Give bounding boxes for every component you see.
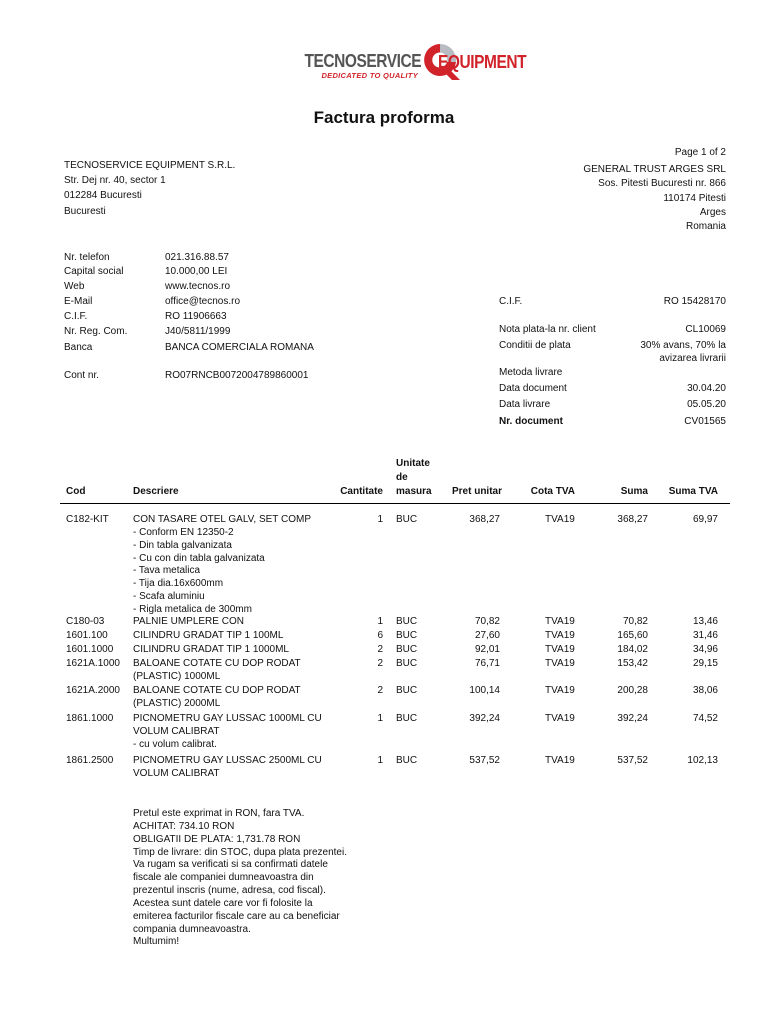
row-unit-price: 100,14 <box>469 685 500 696</box>
row-vat-rate: TVA19 <box>545 644 575 655</box>
row-quantity: 1 <box>377 713 383 724</box>
row-quantity: 1 <box>377 755 383 766</box>
page-number: Page 1 of 2 <box>674 147 726 158</box>
row-sum: 165,60 <box>617 630 648 641</box>
doc-date-label: Data document <box>499 383 567 394</box>
header-descriere: Descriere <box>133 486 179 497</box>
row-cod: 1601.100 <box>66 630 108 641</box>
row-vat: 102,13 <box>687 755 718 766</box>
logo-brand-right: EQUIPMENT <box>438 52 527 72</box>
note-line: prezentul inscris (nume, adresa, cod fiscal). <box>133 885 326 897</box>
row-description: - Conform EN 12350-2 <box>133 526 234 538</box>
row-description: VOLUM CALIBRAT <box>133 767 220 779</box>
row-quantity: 2 <box>377 644 383 655</box>
note-line: Pretul este exprimat in RON, fara TVA. <box>133 808 305 819</box>
row-description: - Din tabla galvanizata <box>133 539 232 551</box>
buyer-street: Sos. Pitesti Bucuresti nr. 866 <box>598 178 726 189</box>
row-unit: BUC <box>396 630 418 641</box>
row-unit: BUC <box>396 514 418 525</box>
row-vat: 69,97 <box>692 514 718 525</box>
header-cod: Cod <box>66 486 86 497</box>
payment-terms-value-2: avizarea livrarii <box>659 353 726 364</box>
row-cod: 1621A.2000 <box>66 685 120 696</box>
detail-label: Banca <box>64 342 93 353</box>
row-vat-rate: TVA19 <box>545 685 575 696</box>
row-vat: 34,96 <box>692 644 718 655</box>
row-unit: BUC <box>396 644 418 655</box>
detail-value: www.tecnos.ro <box>165 281 231 292</box>
logo-tagline: DEDICATED TO QUALITY <box>321 71 418 80</box>
row-description: (PLASTIC) 1000ML <box>133 670 221 682</box>
row-cod: 1601.1000 <box>66 644 114 655</box>
detail-label: Web <box>64 281 85 292</box>
delivery-date-value: 05.05.20 <box>687 399 726 410</box>
header-pret-unitar: Pret unitar <box>451 486 502 497</box>
row-sum: 392,24 <box>617 713 648 724</box>
buyer-county: Arges <box>699 207 726 218</box>
note-line: OBLIGATII DE PLATA: 1,731.78 RON <box>133 833 301 845</box>
row-quantity: 2 <box>377 685 383 696</box>
buyer-postal: 110174 Pitesti <box>663 193 726 204</box>
notes-block <box>133 808 347 949</box>
row-cod: 1861.1000 <box>66 713 114 724</box>
row-description: CILINDRU GRADAT TIP 1 100ML <box>133 630 284 641</box>
row-description: PICNOMETRU GAY LUSSAC 2500ML CU <box>133 755 322 766</box>
company-logo <box>286 40 526 84</box>
cif-value: RO 15428170 <box>663 296 726 307</box>
doc-number-label: Nr. document <box>499 416 563 427</box>
row-unit-price: 392,24 <box>469 713 500 724</box>
row-description: CON TASARE OTEL GALV, SET COMP <box>133 514 312 525</box>
document-title: Factura proforma <box>313 108 455 127</box>
row-description: - Cu con din tabla galvanizata <box>133 552 265 564</box>
row-unit-price: 537,52 <box>469 755 500 766</box>
detail-label: Capital social <box>64 266 124 277</box>
row-description: - Rigla metalica de 300mm <box>133 603 252 615</box>
cif-label: C.I.F. <box>499 296 523 307</box>
header-suma-tva: Suma TVA <box>668 486 718 497</box>
detail-value: RO07RNCB0072004789860001 <box>165 370 309 381</box>
row-cod: 1621A.1000 <box>66 658 120 669</box>
row-unit: BUC <box>396 685 418 696</box>
row-vat-rate: TVA19 <box>545 616 575 627</box>
row-vat: 13,46 <box>692 616 718 627</box>
row-quantity: 1 <box>377 514 383 525</box>
detail-label: Nr. Reg. Com. <box>64 326 128 337</box>
detail-value: 10.000,00 LEI <box>165 266 228 277</box>
header-cota-tva: Cota TVA <box>530 486 575 497</box>
detail-label: Cont nr. <box>64 370 100 381</box>
row-unit: BUC <box>396 713 418 724</box>
client-note-value: CL10069 <box>685 324 726 335</box>
note-line: Acestea sunt datele care vor fi folosite la <box>133 897 313 909</box>
row-vat-rate: TVA19 <box>545 514 575 525</box>
header-masura: masura <box>396 486 432 497</box>
note-line: fiscale ale companiei dumneavoastra din <box>133 872 314 884</box>
row-description: - Scafa aluminiu <box>133 591 205 603</box>
row-unit-price: 27,60 <box>474 630 500 641</box>
detail-label: Nr. telefon <box>64 252 110 263</box>
seller-postal: 012284 Bucuresti <box>64 190 142 201</box>
detail-value: BANCA COMERCIALA ROMANA <box>165 342 314 353</box>
detail-value: office@tecnos.ro <box>165 296 241 307</box>
note-line: Multumim! <box>133 936 180 948</box>
row-cod: C180-03 <box>66 616 105 627</box>
row-unit: BUC <box>396 755 418 766</box>
row-description: BALOANE COTATE CU DOP RODAT <box>133 658 301 669</box>
row-quantity: 6 <box>377 630 383 641</box>
row-unit: BUC <box>396 616 418 627</box>
row-sum: 537,52 <box>617 755 648 766</box>
logo-brand-left: TECNOSERVICE <box>304 51 422 71</box>
header-cantitate: Cantitate <box>340 486 383 497</box>
seller-name: TECNOSERVICE EQUIPMENT S.R.L. <box>64 160 236 171</box>
payment-terms-value: 30% avans, 70% la <box>640 340 726 351</box>
row-vat: 31,46 <box>692 630 718 641</box>
delivery-date-label: Data livrare <box>499 399 551 410</box>
row-vat-rate: TVA19 <box>545 755 575 766</box>
row-unit-price: 92,01 <box>474 644 500 655</box>
doc-number-value: CV01565 <box>684 416 726 427</box>
seller-street: Str. Dej nr. 40, sector 1 <box>64 175 166 186</box>
buyer-country: Romania <box>685 221 726 232</box>
row-vat: 38,06 <box>692 685 718 696</box>
detail-label: E-Mail <box>64 296 93 307</box>
header-de: de <box>396 472 408 483</box>
client-note-label: Nota plata-la nr. client <box>499 324 596 335</box>
detail-value: RO 11906663 <box>165 311 227 322</box>
row-description: VOLUM CALIBRAT <box>133 725 220 737</box>
logo-left-text <box>286 51 422 80</box>
row-quantity: 2 <box>377 658 383 669</box>
row-sum: 153,42 <box>617 658 648 669</box>
row-vat: 29,15 <box>692 658 718 669</box>
row-description: PALNIE UMPLERE CON <box>133 616 244 627</box>
row-unit-price: 76,71 <box>474 658 500 669</box>
row-description: - cu volum calibrat. <box>133 738 217 750</box>
header-suma: Suma <box>620 486 648 497</box>
row-vat-rate: TVA19 <box>545 630 575 641</box>
row-unit-price: 368,27 <box>469 514 500 525</box>
row-vat-rate: TVA19 <box>545 658 575 669</box>
seller-city: Bucuresti <box>64 206 106 217</box>
note-line: emiterea facturilor fiscale care au ca beneficiar <box>133 910 340 922</box>
note-line: Va rugam sa verificati si sa confirmati datele <box>133 859 328 871</box>
detail-label: C.I.F. <box>64 311 88 322</box>
row-sum: 184,02 <box>617 644 648 655</box>
row-sum: 70,82 <box>622 616 648 627</box>
note-line: ACHITAT: 734.10 RON <box>133 820 235 832</box>
note-line: compania dumneavoastra. <box>133 923 251 935</box>
row-vat-rate: TVA19 <box>545 713 575 724</box>
row-unit: BUC <box>396 658 418 669</box>
table-header-divider <box>60 503 730 504</box>
row-vat: 74,52 <box>692 713 718 724</box>
row-unit-price: 70,82 <box>474 616 500 627</box>
payment-terms-label: Conditii de plata <box>499 340 571 351</box>
row-description: - Tava metalica <box>133 565 201 577</box>
row-sum: 368,27 <box>617 514 648 525</box>
row-description: (PLASTIC) 2000ML <box>133 697 221 709</box>
row-description: PICNOMETRU GAY LUSSAC 1000ML CU <box>133 713 322 724</box>
row-description: CILINDRU GRADAT TIP 1 1000ML <box>133 644 289 655</box>
doc-date-value: 30.04.20 <box>687 383 726 394</box>
delivery-method-label: Metoda livrare <box>499 367 563 378</box>
row-cod: C182-KIT <box>66 514 109 525</box>
row-cod: 1861.2500 <box>66 755 114 766</box>
header-unitate: Unitate <box>396 458 430 469</box>
detail-value: 021.316.88.57 <box>165 252 229 263</box>
row-description: - Tija dia.16x600mm <box>133 578 224 590</box>
buyer-name: GENERAL TRUST ARGES SRL <box>583 164 726 175</box>
note-line: Timp de livrare: din STOC, dupa plata prezentei. <box>133 846 347 858</box>
detail-value: J40/5811/1999 <box>165 326 231 337</box>
row-description: BALOANE COTATE CU DOP RODAT <box>133 685 301 696</box>
row-quantity: 1 <box>377 616 383 627</box>
row-sum: 200,28 <box>617 685 648 696</box>
